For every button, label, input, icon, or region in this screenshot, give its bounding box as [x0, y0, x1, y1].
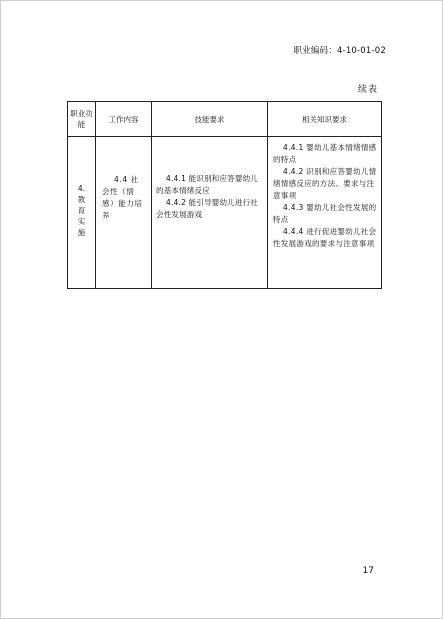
- knowledge-item: 4.4.2 识别和应答婴幼儿情绪情感反应的方法、要求与注意事项: [273, 167, 377, 200]
- function-number: 4.: [77, 184, 86, 193]
- table-row: [68, 137, 382, 289]
- work-content-cell: [96, 137, 152, 289]
- knowledge-item: 4.4.3 婴幼儿社会性发展的特点: [273, 203, 377, 224]
- skill-requirements-table: [67, 101, 382, 289]
- header-skills: 技能要求: [152, 102, 268, 137]
- header-knowledge: 相关知识要求: [268, 102, 382, 137]
- skill-item: 4.4.2 能引导婴幼儿进行社会性发展游戏: [156, 198, 258, 219]
- header-function: 职业功能: [68, 102, 96, 137]
- skill-item: 4.4.1 能识别和应答婴幼儿的基本情绪反应: [156, 174, 258, 195]
- header-work-content: 工作内容: [96, 102, 152, 137]
- skills-cell: [152, 137, 268, 289]
- continued-label: 续表: [357, 85, 378, 95]
- knowledge-item: 4.4.1 婴幼儿基本情绪情感的特点: [273, 143, 377, 164]
- work-content-text: 4.4 社会性（情感）能力培养: [102, 175, 143, 220]
- table-header-row: [68, 102, 382, 137]
- knowledge-item: 4.4.4 进行促进婴幼儿社会性发展游戏的要求与注意事项: [273, 227, 377, 248]
- function-cell: [68, 137, 96, 289]
- knowledge-cell: [268, 137, 382, 289]
- function-name: 教育实施: [77, 195, 86, 237]
- occupation-code: 职业编码：4-10-01-02: [293, 46, 386, 56]
- page-number: 17: [362, 566, 374, 576]
